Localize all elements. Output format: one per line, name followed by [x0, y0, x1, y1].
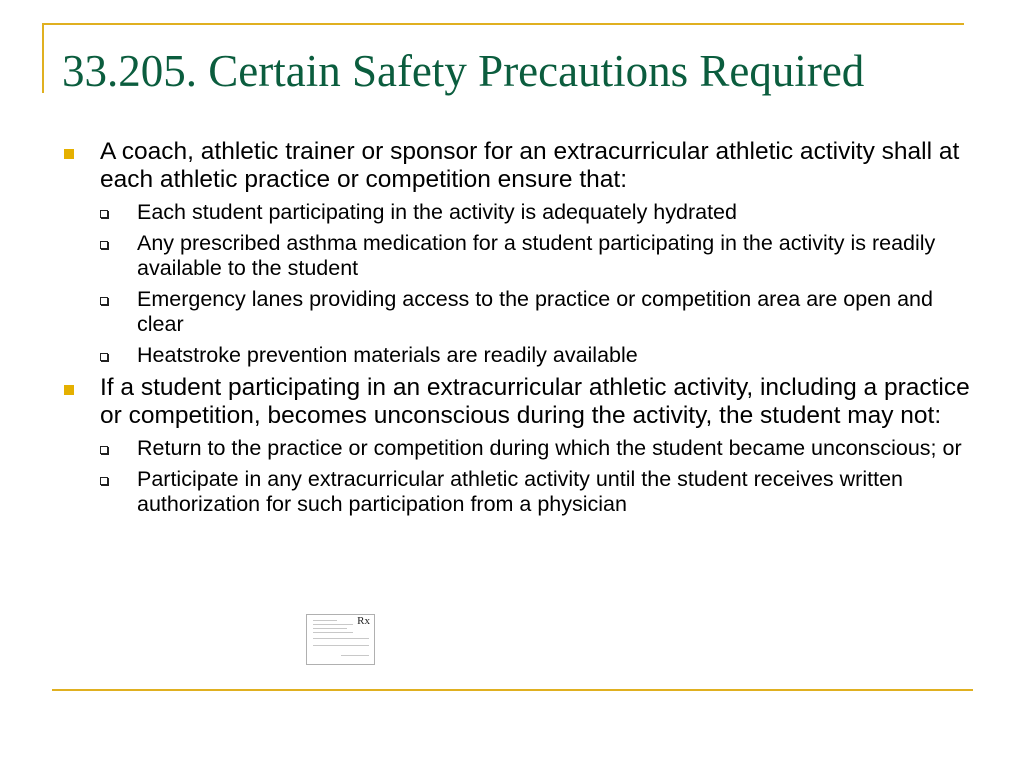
form-line [313, 645, 369, 646]
sub-bullet-text: Participate in any extracurricular athletic activity until the student receives written authorization for such participation from a physician [137, 467, 903, 516]
hollow-square-bullet-icon [100, 297, 108, 305]
sub-bullet-text: Any prescribed asthma medication for a student participating in the activity is readily available to the student [137, 231, 936, 280]
bullet-item-2 [62, 374, 982, 430]
sub-bullet-item-2-2 [62, 467, 982, 517]
hollow-square-bullet-icon [100, 477, 108, 485]
sub-bullet-item-2-1 [62, 436, 982, 461]
sub-bullet-text: Return to the practice or competition during which the student became unconscious; or [137, 436, 962, 460]
sub-bullet-item-1-2 [62, 231, 982, 281]
sub-bullet-text: Emergency lanes providing access to the practice or competition area are open and clear [137, 287, 933, 336]
hollow-square-bullet-icon [100, 241, 108, 249]
slide-content [62, 138, 982, 523]
bullet-text: If a student participating in an extracurricular athletic activity, including a practice or competition, becomes unconscious during the activity, the student may not: [100, 374, 970, 429]
rx-symbol: Rx [357, 615, 370, 627]
slide-title: 33.205. Certain Safety Precautions Required [62, 46, 865, 96]
bullet-item-1 [62, 138, 982, 194]
form-line [313, 638, 369, 639]
sub-bullet-item-1-4 [62, 343, 982, 368]
sub-bullet-item-1-1 [62, 200, 982, 225]
sub-bullet-text: Each student participating in the activity is adequately hydrated [137, 200, 737, 224]
hollow-square-bullet-icon [100, 210, 108, 218]
square-bullet-icon [64, 149, 74, 159]
prescription-form-icon [306, 614, 375, 665]
form-line [341, 655, 369, 656]
bullet-text: A coach, athletic trainer or sponsor for an extracurricular athletic activity shall at each athletic practice or competition ensure that: [100, 138, 960, 193]
left-border-line [42, 23, 44, 93]
square-bullet-icon [64, 385, 74, 395]
sub-bullet-item-1-3 [62, 287, 982, 337]
form-line [313, 632, 353, 633]
form-line [313, 620, 337, 621]
hollow-square-bullet-icon [100, 446, 108, 454]
hollow-square-bullet-icon [100, 353, 108, 361]
sub-bullet-text: Heatstroke prevention materials are readily available [137, 343, 638, 367]
top-border-line [42, 23, 964, 25]
form-line [313, 628, 347, 629]
bottom-border-line [52, 689, 973, 691]
form-line [313, 624, 353, 625]
